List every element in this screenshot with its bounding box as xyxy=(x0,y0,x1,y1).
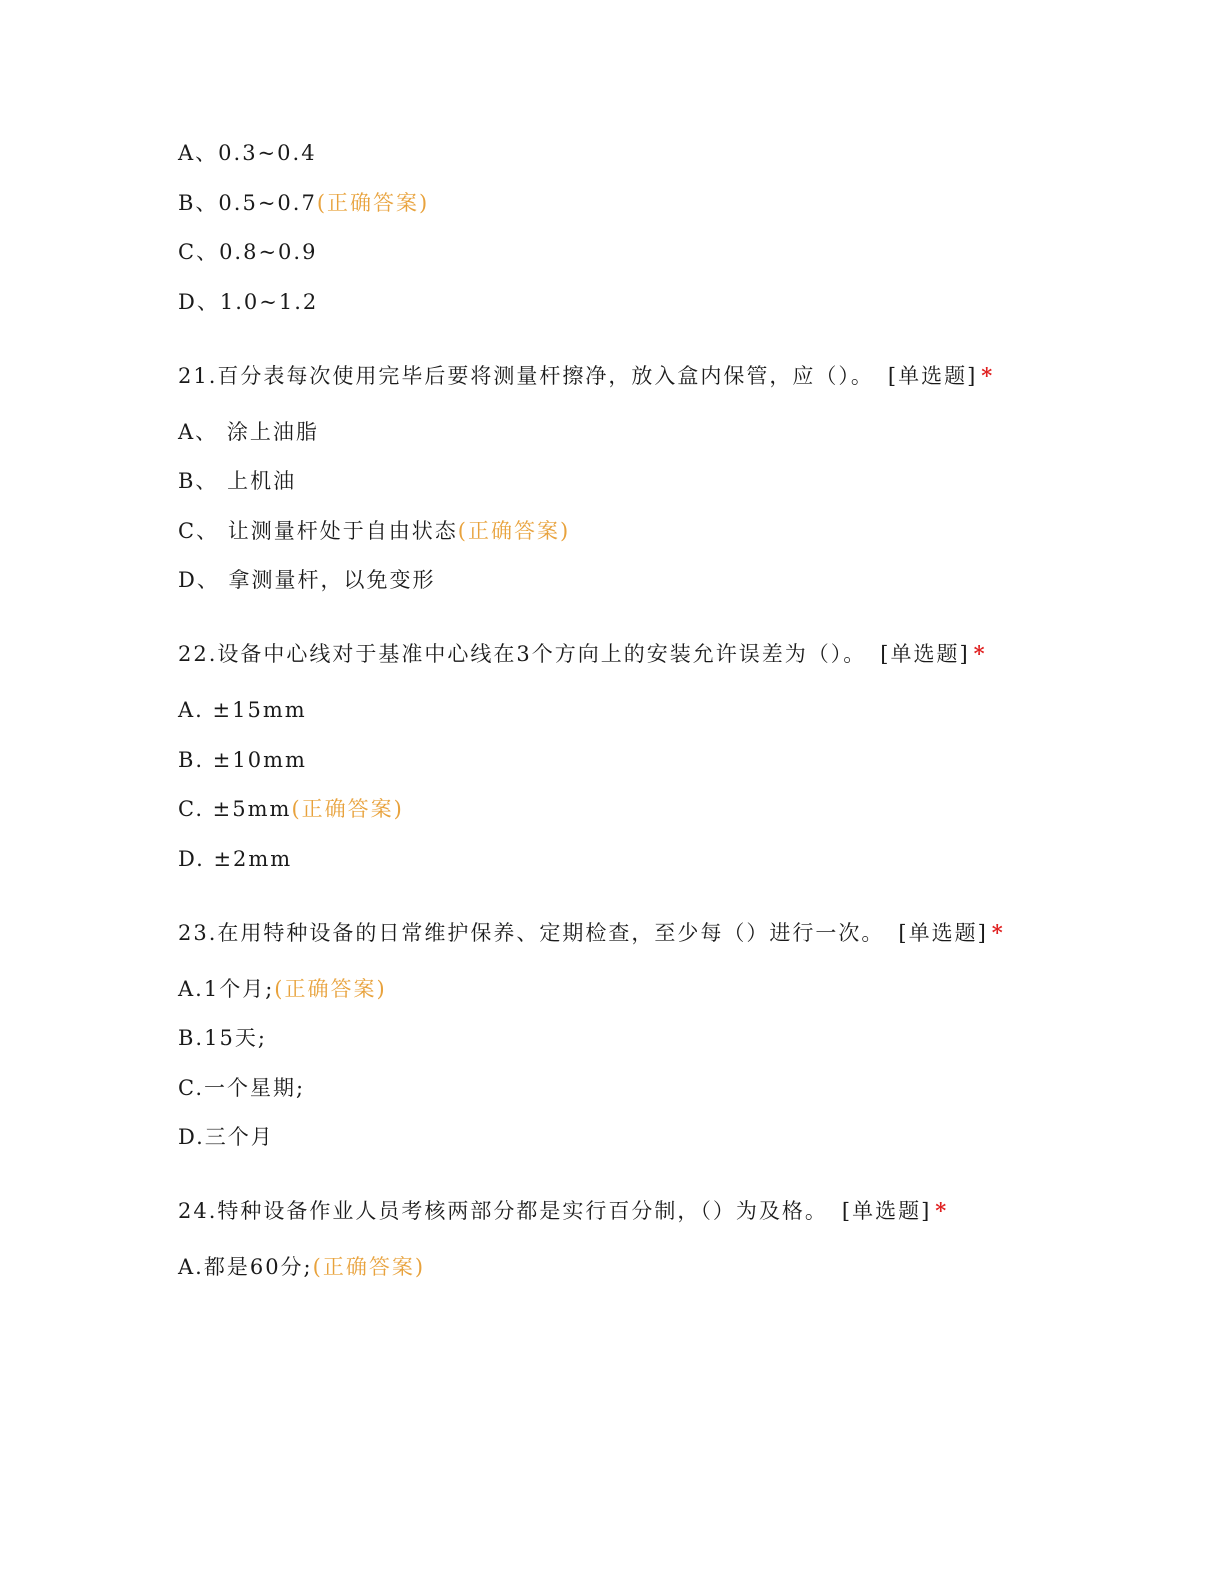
option-a xyxy=(178,974,1078,1004)
question-type: [单选题] xyxy=(880,642,970,666)
correct-answer-tag: (正确答案) xyxy=(291,797,404,821)
question-list xyxy=(178,138,1078,1302)
option-text: A、 涂上油脂 xyxy=(178,419,319,444)
option-d xyxy=(178,565,1078,595)
option-c xyxy=(178,237,1078,267)
option-b xyxy=(178,188,1078,218)
question-type: [单选题] xyxy=(887,363,978,388)
option-text: B、0.5~0.7 xyxy=(178,190,317,215)
option-text: A、0.3~0.4 xyxy=(178,141,317,165)
question-text: 23.在用特种设备的日常维护保养、定期检查，至少每（）进行一次。 xyxy=(178,920,885,945)
question-text: 24.特种设备作业人员考核两部分都是实行百分制，（）为及格。 xyxy=(178,1199,828,1223)
option-b xyxy=(178,1023,1078,1053)
option-b xyxy=(178,745,1078,775)
question-type: [单选题] xyxy=(841,1199,932,1223)
question-block xyxy=(178,361,1078,596)
option-c xyxy=(178,516,1078,546)
question-block xyxy=(178,138,1078,317)
option-a xyxy=(178,695,1078,725)
question-title xyxy=(178,639,1078,669)
correct-answer-tag: (正确答案) xyxy=(457,518,571,543)
option-c xyxy=(178,794,1078,824)
required-marker: * xyxy=(991,919,1005,945)
question-block xyxy=(178,639,1078,874)
option-text: A.1个月; xyxy=(178,976,275,1001)
option-b xyxy=(178,466,1078,496)
required-marker: * xyxy=(935,1198,949,1223)
question-title xyxy=(178,1196,1078,1226)
option-text: D. ±2mm xyxy=(178,846,293,871)
option-text: B. ±10mm xyxy=(178,747,307,772)
option-a xyxy=(178,138,1078,168)
option-text: D、1.0~1.2 xyxy=(178,289,319,314)
option-text: D.三个月 xyxy=(178,1125,274,1149)
option-c xyxy=(178,1073,1078,1103)
option-text: A.都是60分; xyxy=(178,1255,313,1279)
option-text: C.一个星期; xyxy=(178,1075,306,1100)
option-text: C、 让测量杆处于自由状态 xyxy=(178,518,458,543)
question-text: 21.百分表每次使用完毕后要将测量杆擦净，放入盒内保管，应（）。 xyxy=(178,363,874,388)
option-text: C、0.8~0.9 xyxy=(178,240,318,264)
question-type: [单选题] xyxy=(898,920,988,945)
correct-answer-tag: (正确答案) xyxy=(312,1255,426,1279)
required-marker: * xyxy=(981,362,995,388)
correct-answer-tag: (正确答案) xyxy=(316,190,430,215)
option-text: B.15天; xyxy=(178,1026,267,1050)
option-text: B、 上机油 xyxy=(178,469,297,493)
question-text: 22.设备中心线对于基准中心线在3个方向上的安装允许误差为（）。 xyxy=(178,642,867,666)
required-marker: * xyxy=(973,641,987,666)
option-d xyxy=(178,844,1078,874)
question-title xyxy=(178,361,1078,391)
option-text: C. ±5mm xyxy=(178,797,292,821)
question-block xyxy=(178,918,1078,1153)
option-text: D、 拿测量杆，以免变形 xyxy=(178,568,436,592)
question-title xyxy=(178,918,1078,948)
correct-answer-tag: (正确答案) xyxy=(274,976,387,1001)
option-a xyxy=(178,1252,1078,1282)
option-d xyxy=(178,287,1078,317)
question-block xyxy=(178,1196,1078,1282)
option-d xyxy=(178,1122,1078,1152)
option-text: A. ±15mm xyxy=(178,698,307,722)
option-a xyxy=(178,417,1078,447)
